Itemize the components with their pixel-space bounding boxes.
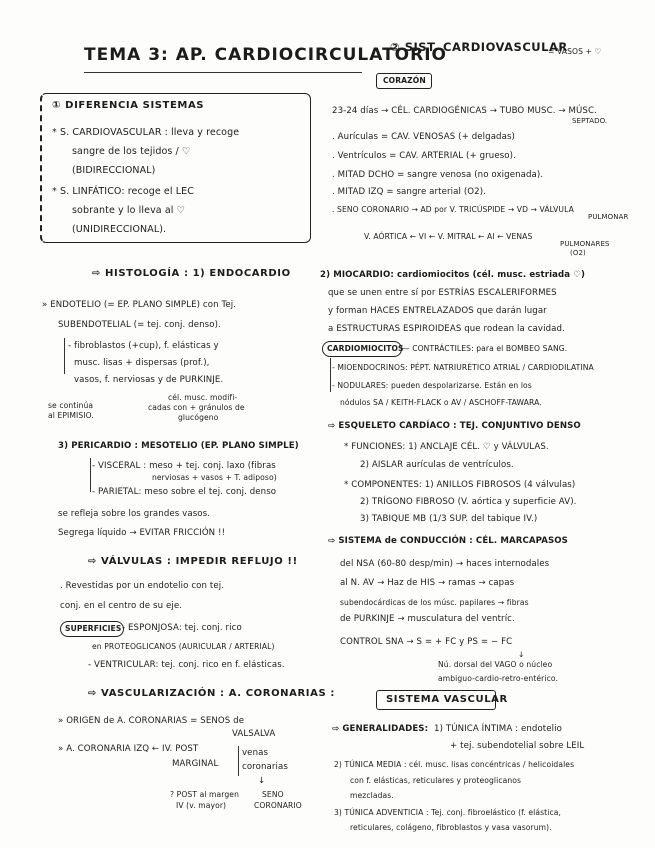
endo-line: vasos, f. nerviosas y de PURKINJE. bbox=[74, 375, 224, 385]
vasc-line: » ORIGEN de A. CORONARIAS = SENOS de bbox=[58, 716, 245, 726]
esqueleto-heading: ⇨ ESQUELETO CARDÍACO : TEJ. CONJUNTIVO DENSO bbox=[328, 421, 581, 431]
miocardio-line: a ESTRUCTURAS ESPIROIDEAS que rodean la cavidad. bbox=[328, 324, 565, 334]
purkinje-note: glucógeno bbox=[178, 413, 219, 422]
peri-line: - VISCERAL : meso + tej. conj. laxo (fibras bbox=[92, 461, 276, 471]
corazon-line: 23-24 días → CÉL. CARDIOGÉNICAS → TUBO MUSC. → MÚSC. bbox=[332, 106, 597, 116]
valvulas-heading: ⇨ VÁLVULAS : IMPEDIR REFLUJO !! bbox=[88, 556, 298, 567]
generalidades-line: mezcladas. bbox=[350, 791, 394, 800]
vasc-line: IV (v. mayor) bbox=[176, 801, 227, 810]
esqueleto-line: * FUNCIONES: 1) ANCLAJE CÉL. ♡ y VÁLVULAS. bbox=[344, 442, 549, 452]
vasc-line: SENO bbox=[262, 790, 284, 799]
generalidades-line: reticulares, colágeno, fibroblastos y vasa vasorum). bbox=[350, 823, 552, 832]
valv-line: - ESPONJOSA: tej. conj. rico bbox=[122, 623, 242, 633]
sistema-vascular-label: SISTEMA VASCULAR bbox=[386, 694, 508, 705]
conduccion-line: Nú. dorsal del VAGO o núcleo bbox=[438, 660, 553, 669]
cardiomiocitos-line: nódulos SA / KEITH-FLACK o AV / ASCHOFF-TAWARA. bbox=[340, 398, 542, 407]
vasc-arrow: ↓ bbox=[258, 776, 266, 786]
conduccion-line: al N. AV → Haz de HIS → ramas → capas bbox=[340, 578, 515, 588]
miocardio-line: y forman HACES ENTRELAZADOS que darán lugar bbox=[328, 306, 547, 316]
s1-line: (UNIDIRECCIONAL). bbox=[72, 224, 167, 235]
esqueleto-line: 2) AISLAR aurículas de ventrículos. bbox=[360, 460, 514, 470]
title-underline bbox=[84, 72, 362, 73]
histologia-heading: ⇨ HISTOLOGÍA : 1) ENDOCARDIO bbox=[92, 268, 291, 279]
corazon-line: . MITAD IZQ = sangre arterial (O2). bbox=[332, 187, 487, 197]
corazon-label: CORAZÓN bbox=[383, 76, 426, 85]
s1-line: * S. LINFÁTICO: recoge el LEC bbox=[52, 186, 194, 197]
peri-line: Segrega líquido → EVITAR FRICCIÓN !! bbox=[58, 528, 226, 538]
vascularizacion-heading: ⇨ VASCULARIZACIÓN : A. CORONARIAS : bbox=[88, 688, 335, 699]
conduccion-heading: ⇨ SISTEMA de CONDUCCIÓN : CÉL. MARCAPASOS bbox=[328, 536, 568, 546]
section-2-subtitle: = VASOS + ♡ bbox=[548, 47, 602, 56]
corazon-line: PULMONAR bbox=[588, 213, 629, 221]
conduccion-line: del NSA (60-80 desp/min) → haces internodales bbox=[340, 559, 550, 569]
peri-line: nerviosas + vasos + T. adiposo) bbox=[152, 473, 277, 482]
valv-line: - VENTRICULAR: tej. conj. rico en f. elásticas. bbox=[88, 660, 285, 670]
endo-line: - fibroblastos (+cup), f. elásticas y bbox=[68, 341, 219, 351]
s1-line: * S. CARDIOVASCULAR : lleva y recoge bbox=[52, 127, 240, 138]
generalidades-line: 2) TÚNICA MEDIA : cél. musc. lisas concéntricas / helicoidales bbox=[334, 760, 575, 769]
conduccion-line: de PURKINJE → musculatura del ventríc. bbox=[340, 614, 515, 624]
corazon-line: . MITAD DCHO = sangre venosa (no oxigenada). bbox=[332, 170, 544, 180]
esqueleto-line: 3) TABIQUE MB (1/3 SUP. del tabique IV.) bbox=[360, 514, 538, 524]
corazon-line: PULMONARES bbox=[560, 240, 610, 248]
peri-line: - PARIETAL: meso sobre el tej. conj. denso bbox=[92, 487, 277, 497]
purkinje-note: cél. musc. modifi- bbox=[168, 393, 238, 402]
s1-line: (BIDIRECCIONAL) bbox=[72, 165, 156, 176]
vasc-line: CORONARIO bbox=[254, 801, 302, 810]
vasc-line: » A. CORONARIA IZQ ← IV. POST bbox=[58, 744, 199, 754]
s1-line: sobrante y lo lleva al ♡ bbox=[72, 205, 186, 216]
conduccion-line: ambiguo-cardio-retro-entérico. bbox=[438, 674, 558, 683]
corazon-line: (O2) bbox=[570, 249, 586, 257]
purkinje-note: cadas con + gránulos de bbox=[148, 403, 245, 412]
esqueleto-line: 2) TRÍGONO FIBROSO (V. aórtica y superficie AV). bbox=[360, 497, 577, 507]
corazon-line: . Aurículas = CAV. VENOSAS (+ delgadas) bbox=[332, 132, 516, 142]
section-2-title: ② SIST. CARDIOVASCULAR bbox=[390, 40, 568, 54]
cardiomiocitos-line: - NODULARES: pueden despolarizarse. Están en los bbox=[332, 381, 532, 390]
conduccion-line: subendocárdicas de los músc. papilares → fibras bbox=[340, 598, 529, 607]
conduccion-line: CONTROL SNA → S = + FC y PS = − FC bbox=[340, 637, 513, 647]
generalidades-line: 1) TÚNICA ÍNTIMA : endotelio bbox=[434, 724, 563, 734]
miocardio-line: 2) MIOCARDIO: cardiomiocitos (cél. musc. estriada ♡) bbox=[320, 270, 586, 280]
corazon-line: . Ventrículos = CAV. ARTERIAL (+ grueso). bbox=[332, 151, 516, 161]
cardiomiocitos-label: CARDIOMIOCITOS bbox=[327, 344, 404, 353]
generalidades-heading: ⇨ GENERALIDADES: bbox=[332, 724, 429, 734]
valv-line: conj. en el centro de su eje. bbox=[60, 601, 183, 611]
generalidades-line: 3) TÚNICA ADVENTICIA : Tej. conj. fibroelástico (f. elástica, bbox=[334, 808, 561, 817]
endo-line: musc. lisas + dispersas (prof.), bbox=[74, 358, 210, 368]
vasc-line: VALSALVA bbox=[232, 729, 276, 739]
corazon-line: . SENO CORONARIO → AD por V. TRICÚSPIDE → VD → VÁLVULA bbox=[332, 205, 574, 214]
generalidades-line: con f. elásticas, reticulares y proteoglicanos bbox=[350, 776, 522, 785]
endo-note: al EPIMISIO. bbox=[48, 411, 94, 420]
s1-line: sangre de los tejidos / ♡ bbox=[72, 146, 191, 157]
vasc-line: venas bbox=[242, 748, 269, 758]
section-1-title: DIFERENCIA SISTEMAS bbox=[65, 100, 205, 111]
vasc-line: MARGINAL bbox=[172, 759, 219, 769]
page-title: TEMA 3: AP. CARDIOCIRCULATORIO bbox=[84, 45, 447, 65]
cardiomiocitos-line: — CONTRÁCTILES: para el BOMBEO SANG. bbox=[402, 344, 568, 353]
corazon-line: V. AÓRTICA ← VI ← V. MITRAL ← AI ← VENAS bbox=[364, 232, 533, 241]
conduccion-arrow: ↓ bbox=[518, 650, 525, 659]
vasc-line: coronarias bbox=[242, 762, 288, 772]
endo-line: SUBENDOTELIAL (= tej. conj. denso). bbox=[58, 320, 221, 330]
superficies-label: SUPERFICIES bbox=[65, 624, 122, 633]
esqueleto-line: * COMPONENTES: 1) ANILLOS FIBROSOS (4 válvulas) bbox=[344, 480, 576, 490]
endo-note: se continúa bbox=[48, 401, 94, 410]
miocardio-line: que se unen entre sí por ESTRÍAS ESCALERIFORMES bbox=[328, 288, 557, 298]
valv-line: en PROTEOGLICANOS (AURICULAR / ARTERIAL) bbox=[92, 642, 275, 651]
vasc-line: ? POST al margen bbox=[170, 790, 239, 799]
corazon-line: SEPTADO. bbox=[572, 117, 608, 125]
section-1-number: ① bbox=[52, 100, 62, 111]
peri-line: se refleja sobre los grandes vasos. bbox=[58, 509, 211, 519]
valv-line: . Revestidas por un endotelio con tej. bbox=[60, 581, 225, 591]
endo-line: » ENDOTELIO (= EP. PLANO SIMPLE) con Tej. bbox=[42, 300, 237, 310]
peri-line: 3) PERICARDIO : MESOTELIO (EP. PLANO SIMPLE) bbox=[58, 441, 299, 451]
cardiomiocitos-line: - MIOENDOCRINOS: PÉPT. NATRIURÉTICO ATRIAL / CARDIODILATINA bbox=[332, 363, 594, 372]
generalidades-line: + tej. subendotelial sobre LEIL bbox=[450, 741, 585, 751]
